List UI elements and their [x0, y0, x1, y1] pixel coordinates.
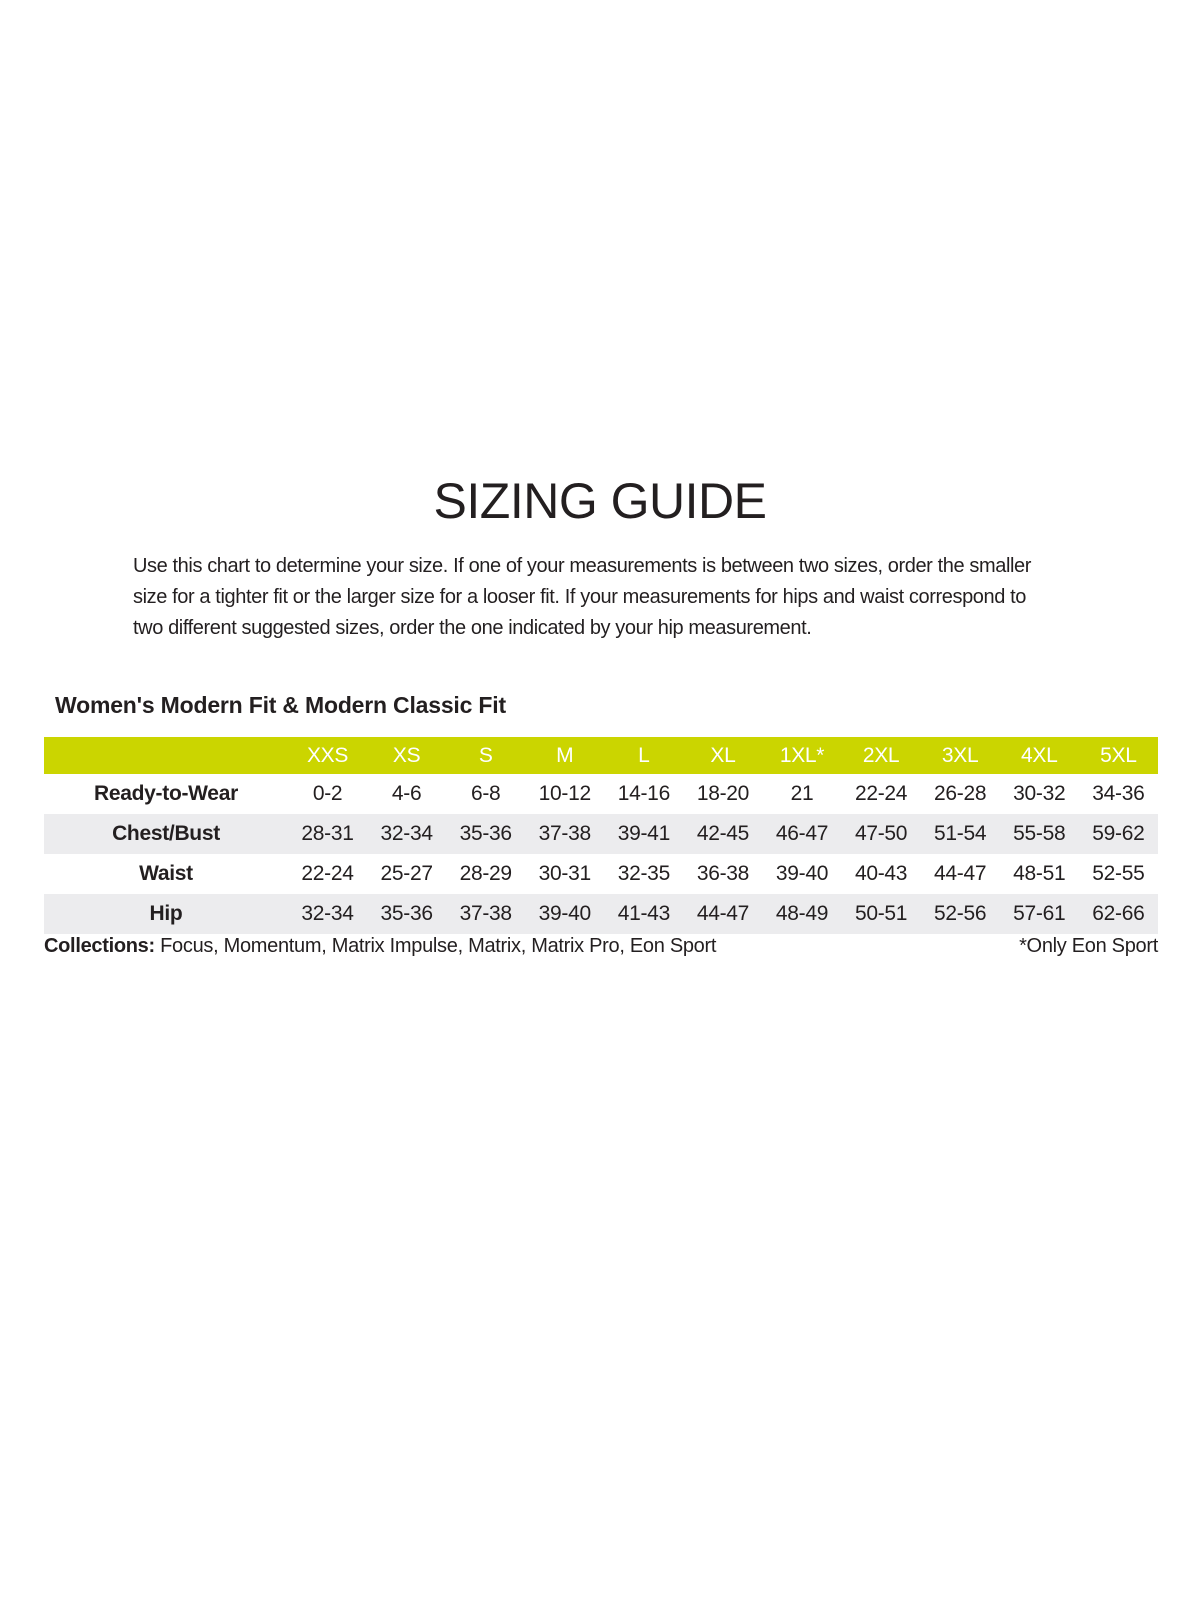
cell: 46-47 [775, 822, 829, 845]
table-row-waist [44, 854, 1158, 894]
cell: 39-40 [775, 862, 829, 885]
collections-label: Collections: [44, 935, 155, 957]
cell: 35-36 [459, 822, 512, 845]
cell: 41-43 [617, 902, 670, 925]
collections-value: Focus, Momentum, Matrix Impulse, Matrix, Matrix Pro, Eon Sport [160, 935, 717, 957]
cell: 22-24 [854, 782, 908, 805]
collections-footer [44, 935, 1158, 958]
size-col-xl: XL [710, 743, 736, 767]
cell: 32-34 [380, 822, 433, 845]
cell: 21 [790, 782, 814, 805]
cell: 18-20 [696, 782, 750, 805]
cell: 6-8 [470, 782, 501, 805]
cell: 28-31 [301, 822, 354, 845]
size-col-3xl: 3XL [941, 743, 979, 767]
row-label: Ready-to-Wear [94, 782, 238, 805]
intro-line-1: Use this chart to determine your size. If one of your measurements is between two sizes, order the smaller [133, 555, 1032, 577]
footnote: *Only Eon Sport [1019, 935, 1158, 957]
cell: 0-2 [312, 782, 343, 805]
size-col-5xl: 5XL [1100, 743, 1137, 767]
cell: 55-58 [1013, 822, 1066, 845]
cell: 28-29 [459, 862, 512, 885]
cell: 51-54 [934, 822, 987, 845]
cell: 34-36 [1092, 782, 1145, 805]
table-row-chest-bust [44, 814, 1158, 854]
page-title: SIZING GUIDE [433, 473, 767, 529]
size-header-row [44, 737, 1158, 774]
size-col-2xl: 2XL [862, 743, 900, 767]
cell: 50-51 [854, 902, 908, 925]
cell: 37-38 [538, 822, 591, 845]
cell: 44-47 [696, 902, 750, 925]
cell: 32-35 [617, 862, 670, 885]
row-label: Chest/Bust [112, 822, 220, 845]
cell: 52-55 [1092, 862, 1145, 885]
cell: 44-47 [934, 862, 987, 885]
cell: 37-38 [459, 902, 512, 925]
size-col-m: M [556, 743, 574, 767]
cell: 26-28 [934, 782, 987, 805]
cell: 52-56 [934, 902, 987, 925]
cell: 48-51 [1013, 862, 1066, 885]
cell: 30-32 [1013, 782, 1066, 805]
cell: 48-49 [775, 902, 829, 925]
cell: 14-16 [617, 782, 670, 805]
size-col-xs: XS [392, 743, 421, 767]
size-col-xxs: XXS [306, 743, 349, 767]
cell: 25-27 [380, 862, 433, 885]
cell: 4-6 [391, 782, 422, 805]
cell: 10-12 [538, 782, 591, 805]
row-label: Waist [139, 862, 193, 885]
intro-line-3: two different suggested sizes, order the one indicated by your hip measurement. [133, 617, 812, 639]
size-col-4xl: 4XL [1021, 743, 1058, 767]
intro-line-2: size for a tighter fit or the larger size for a looser fit. If your measurements for hips and waist correspond to [133, 586, 1026, 608]
corner-cell [44, 737, 288, 774]
cell: 22-24 [301, 862, 354, 885]
cell: 57-61 [1013, 902, 1066, 925]
cell: 30-31 [538, 862, 591, 885]
cell: 32-34 [301, 902, 354, 925]
table-row-hip [44, 894, 1158, 934]
cell: 40-43 [854, 862, 908, 885]
row-label: Hip [149, 902, 183, 925]
cell: 36-38 [696, 862, 750, 885]
cell: 42-45 [696, 822, 750, 845]
cell: 35-36 [380, 902, 433, 925]
size-col-l: L [638, 743, 650, 767]
section-heading: Women's Modern Fit & Modern Classic Fit [55, 692, 506, 718]
collections-text [44, 935, 716, 958]
cell: 47-50 [854, 822, 908, 845]
size-table [44, 737, 1158, 934]
table-row-ready-to-wear [44, 774, 1158, 814]
size-col-s: S [478, 743, 493, 767]
cell: 39-40 [538, 902, 591, 925]
cell: 59-62 [1092, 822, 1145, 845]
intro-paragraph [133, 551, 1073, 644]
size-col-1xl: 1XL* [779, 743, 825, 767]
cell: 62-66 [1092, 902, 1145, 925]
cell: 39-41 [617, 822, 670, 845]
